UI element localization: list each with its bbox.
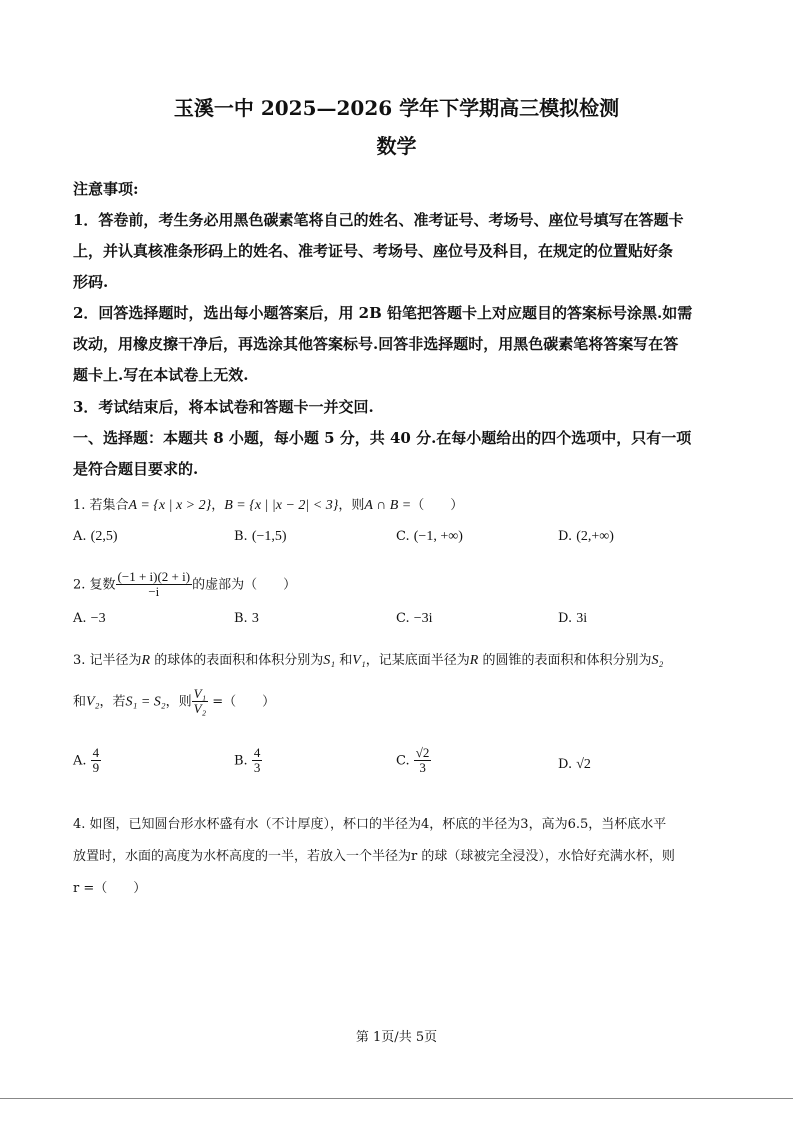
section1-line1: 一、选择题：本题共 8 小题，每小题 5 分，共 40 分.在每小题给出的四个选项中，只有一项 (73, 429, 692, 447)
q1-option-c[interactable] (396, 529, 463, 545)
q3-option-c-den: 3 (419, 760, 426, 776)
q1-option-b-label: B. (234, 529, 248, 544)
q3-option-d[interactable] (558, 757, 591, 773)
q3-option-a-num: 4 (92, 745, 100, 760)
question-4-line3: r =（ ） (73, 881, 147, 896)
q2-option-b-value: 3 (251, 611, 259, 626)
q2-prefix: 2. 复数 (73, 577, 116, 593)
q2-option-b-label: B. (234, 611, 248, 626)
q2-fraction (116, 570, 193, 600)
q2-option-d-label: D. (558, 611, 573, 626)
q2-option-c-label: C. (396, 611, 410, 626)
q2-option-d[interactable] (558, 611, 587, 627)
q1-paren: （ ） (411, 498, 464, 513)
q3-s2: S₂ (651, 653, 664, 668)
q1-prefix: 1. 若集合 (73, 498, 129, 513)
q3-option-b-den: 3 (253, 760, 261, 776)
footer-divider (0, 1098, 793, 1099)
q3-option-d-value: √2 (576, 757, 591, 772)
q2-suffix: 的虚部为（ ） (192, 577, 297, 593)
q1-option-a[interactable] (73, 529, 118, 545)
q3-option-c-num: √2 (415, 745, 430, 760)
q3-v1: V₁ (352, 653, 366, 668)
q3-option-c[interactable] (396, 746, 431, 776)
q3-condition: S₁ = S₂ (125, 694, 166, 710)
q1-option-c-value: (−1, +∞) (413, 529, 463, 544)
q3-r: R (141, 653, 151, 668)
q2-option-a[interactable] (73, 611, 106, 627)
exam-subject: 数学 (376, 134, 417, 158)
q1-set-b: B = {x | |x − 2| < 3} (224, 498, 339, 513)
q3-option-a-label: A. (73, 753, 87, 769)
q3-option-d-label: D. (558, 757, 573, 772)
notice-item1-line3: 形码. (73, 273, 109, 291)
q3-option-c-label: C. (396, 753, 410, 769)
q3-option-a-fraction (91, 746, 102, 776)
q2-option-c[interactable] (396, 611, 433, 627)
q1-option-d[interactable] (558, 529, 614, 545)
q2-option-d-value: 3i (576, 611, 588, 626)
q3-line2b: ，若 (99, 694, 126, 710)
notice-item2-line1: 2．回答选择题时，选出每小题答案后，用 2B 铅笔把答题卡上对应题目的答案标号涂黑.如需 (73, 304, 693, 322)
q1-option-b[interactable] (234, 529, 287, 545)
q3-ratio-fraction (192, 687, 208, 717)
notice-item3: 3．考试结束后，将本试卷和答题卡一并交回. (73, 398, 374, 416)
q1-expr: A ∩ B = (364, 498, 412, 513)
q2-option-c-value: −3i (413, 611, 433, 626)
q3-option-b-fraction (252, 746, 263, 776)
q3-option-a[interactable] (73, 746, 101, 776)
notice-item2-line2: 改动，用橡皮擦干净后，再选涂其他答案标号.回答非选择题时，用黑色碳素笔将答案写在答 (73, 335, 679, 353)
q1-sep: ， (211, 498, 225, 513)
question-3-line1 (73, 649, 663, 669)
q3-v2: V₂ (86, 694, 100, 710)
q1-option-b-value: (−1,5) (251, 529, 287, 544)
notice-item2-line3: 题卡上.写在本试卷上无效. (73, 366, 249, 384)
q2-denominator: −i (148, 584, 160, 600)
q3-s1: S₁ (323, 653, 336, 668)
page-number: 第 1页/共 5页 (355, 1030, 438, 1045)
question-4-line2: 放置时，水面的高度为水杯高度的一半，若放入一个半径为r 的球（球被完全浸没），水恰好充满水杯，则 (73, 849, 675, 864)
question-1 (73, 494, 463, 514)
q3-option-b-num: 4 (253, 745, 261, 760)
q3-r2: R (469, 653, 479, 668)
q3-line2a: 和 (73, 694, 87, 710)
q2-option-a-value: −3 (90, 611, 106, 626)
q1-option-a-label: A. (73, 529, 87, 544)
q3-text1: 3. 记半径为 (73, 653, 142, 668)
q3-option-b[interactable] (234, 746, 262, 776)
q3-line2c: ，则 (165, 694, 192, 710)
notice-heading: 注意事项: (73, 180, 139, 198)
q2-option-b[interactable] (234, 611, 259, 627)
q3-option-b-label: B. (234, 753, 248, 769)
q3-line2d: =（ ） (212, 694, 276, 710)
q3-text4: ，记某底面半径为 (365, 653, 470, 668)
q2-numerator: (−1 + i)(2 + i) (117, 569, 191, 584)
q1-option-d-label: D. (558, 529, 573, 544)
q2-option-a-label: A. (73, 611, 87, 626)
q1-option-c-label: C. (396, 529, 410, 544)
notice-item1-line2: 上，并认真核准条形码上的姓名、准考证号、考场号、座位号及科目，在规定的位置贴好条 (73, 242, 674, 260)
question-2 (73, 570, 296, 600)
q3-text5: 的圆锥的表面积和体积分别为 (482, 653, 652, 668)
q3-ratio-num: V₁ (193, 686, 207, 701)
q3-option-a-den: 9 (92, 760, 100, 776)
q1-set-a: A = {x | x > 2} (128, 498, 212, 513)
exam-title: 玉溪一中 2025—2026 学年下学期高三模拟检测 (173, 96, 620, 120)
q1-option-a-value: (2,5) (90, 529, 118, 544)
q1-mid: ，则 (338, 498, 365, 513)
q3-text3: 和 (339, 653, 353, 668)
notice-item1-line1: 1．答卷前，考生务必用黑色碳素笔将自己的姓名、准考证号、考场号、座位号填写在答题卡 (73, 211, 684, 229)
section1-line2: 是符合题目要求的. (73, 460, 199, 478)
q3-ratio-den: V₂ (193, 701, 207, 717)
question-3-line2 (73, 687, 275, 717)
q3-option-c-fraction (414, 746, 432, 776)
question-4-line1: 4. 如图，已知圆台形水杯盛有水（不计厚度），杯口的半径为4，杯底的半径为3，高为6.5，当杯底水平 (73, 817, 667, 832)
q3-text2: 的球体的表面积和体积分别为 (154, 653, 324, 668)
q1-option-d-value: (2,+∞) (576, 529, 614, 544)
